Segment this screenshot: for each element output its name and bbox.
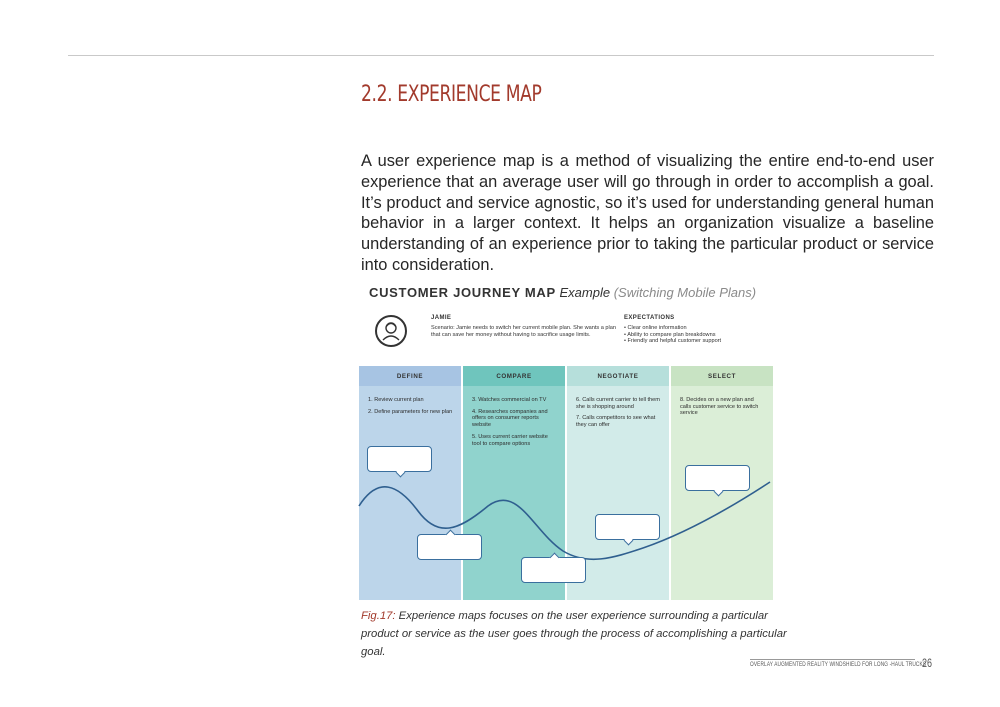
lane-step: 6. Calls current carrier to tell them she is shopping around [576, 397, 660, 410]
top-rule [68, 55, 934, 56]
speech-bubble [595, 514, 660, 540]
customer-journey-map-figure [358, 280, 772, 602]
caption-text: Experience maps focuses on the user experience surrounding a particular product or service as the user goes through the process of accomplishing a particular goal. [361, 610, 787, 658]
lane-header: COMPARE [463, 366, 565, 386]
lane-header: NEGOTIATE [567, 366, 669, 386]
persona-scenario: Scenario: Jamie needs to switch her current mobile plan. She wants a plan that can save her money without having to sacrifice usage limits. [431, 324, 617, 338]
footer-rule [750, 659, 915, 660]
persona-block [431, 315, 621, 338]
lane-step: 8. Decides on a new plan and calls customer service to switch service [680, 397, 759, 417]
lane-header: DEFINE [359, 366, 461, 386]
map-title-italic: Example [559, 285, 611, 300]
section-title: 2.2. EXPERIENCE MAP [361, 82, 542, 107]
lane-step: 1. Review current plan [368, 397, 424, 403]
expectation-item: • Clear online information [624, 324, 687, 331]
lane-step: 2. Define parameters for new plan [368, 408, 453, 415]
speech-bubble [521, 557, 586, 583]
lane-step: 4. Researches companies and offers on consumer reports website [472, 408, 548, 429]
speech-bubble [367, 446, 432, 472]
expectation-item: • Friendly and helpful customer support [624, 338, 722, 345]
body-paragraph: A user experience map is a method of visualizing the entire end-to-end user experience that an average user will go through in order to accomplish a goal. It’s product and service agnostic, so it’s used for understanding general human behavior in a larger context. It helps an organization visualize a baseline understanding of an experience prior to taking the particular product or service into consideration. [361, 152, 934, 274]
expectations-title: EXPECTATIONS [624, 315, 675, 321]
footer-title: OVERLAY AUGMENTED REALITY WINDSHIELD FOR LONG -HAUL TRUCKS [750, 661, 927, 668]
map-title [369, 285, 756, 300]
figure-caption [361, 607, 801, 661]
persona-name: JAMIE [431, 315, 452, 321]
speech-bubble [685, 465, 750, 491]
persona-avatar-icon [375, 315, 407, 347]
expectation-item: • Ability to compare plan breakdowns [624, 331, 716, 338]
caption-label: Fig.17: [361, 610, 396, 622]
lane-step: 5. Uses current carrier website tool to compare options [472, 433, 548, 447]
map-title-bold: CUSTOMER JOURNEY MAP [369, 285, 556, 300]
expectations-block [624, 315, 772, 345]
speech-bubble [417, 534, 482, 560]
page-number: 26 [922, 656, 933, 670]
lane-header: SELECT [671, 366, 773, 386]
lane-step: 3. Watches commercial on TV [472, 397, 547, 403]
lane-step: 7. Calls competitors to see what they can offer [576, 415, 656, 429]
map-title-subtitle: (Switching Mobile Plans) [613, 285, 757, 300]
